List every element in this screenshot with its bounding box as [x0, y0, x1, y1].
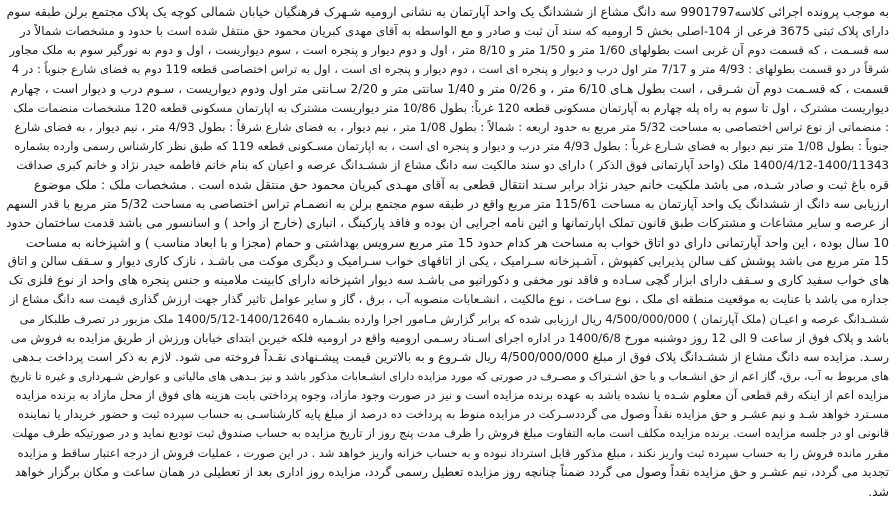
notice-line: دارای پلاک ثبتی 3675 فرعی از 104-اصلی بخش 5 ارومیه که سند آن ثبت و صادر و مع الواسطه به آقای مهدی کبریان محمود حق منتقل شده است با حدود و مشخصات شمالاً در	[19, 24, 889, 39]
notice-line: شد.	[868, 483, 889, 499]
notice-line: قانونی او در جلسه مزایده است. برنده مزایده مکلف است مابه التفاوت مبلغ فروش را ظرف مدت پنج روز از تاریخ مزایده به حساب صندوق ثبت تودیع نماید و در صورتیکه ظرف مهلت	[12, 426, 889, 441]
notice-line: های مربوط به آب، برق، گاز اعم از حق انشـعاب و یا حق اشـتراک و مصـرف در صورتی که مورد مزایده دارای انشـعابات مذکور باشد و نیز بـدهی های مالیاتی و عوارض شـهرداری و غیره تا تاریخ	[9, 369, 889, 383]
notice-line: تجدید می گردد، نیم عشـر و حق مزایده نقداً وصول می گردد ضمناً چنانچه روز مزایده تعطیل رسمی گردد، مزایده روز اداری بعد از تعطیلی در همان ساعت و مکان برگزار خواهد	[14, 464, 889, 479]
notice-line: شرقاً در دو قسمت بطولهای : 4/93 متر و 7/17 متر اول درب و دیوار و پنجره ای است ، دوم دیوار و پنجره ای است ، اول به تراس اختصاصی قطعه 119 دوم به فضای شارع جنوباً : در 4	[11, 62, 889, 77]
notice-line: مزایده اعم از اینکه رقم قطعی آن معلوم شـده یا نشده باشد به عهده برنده مزایده است و نیز در صورت وجود مازاد، وجوه پرداختی بابت هزینه های فوق از محل مازاد به برنده مزایده	[15, 388, 889, 403]
notice-line: ششـدانگ عرصه و اعیـان (ملک آپارتمان ) 4/500/000/000 ریال ارزیابی شده که برابر گزارش مـامور اجرا وارده بشـماره 1400/12640-1400/5/12 ملک مزبور در تصرف طلبکار می	[19, 311, 889, 326]
notice-line: به موجب پرونده اجرائی کلاسه9901797 سه دانگ مشاع از ششدانگ یک واحد آپارتمان به نشانی ارومیه شـهرک فرهنگیان خیابان شمالی کوچه یک پلاک مجتمع برلن طبقه سوم	[6, 5, 889, 19]
notice-line: باشد و پلاک فوق از ساعت 9 الی 12 روز دوشنبه مورخ 1400/6/8 در اداره اجرای اسـناد رسـمی ارومیه واقع در ارومیه فلکه خیرین ابتدای خیابان ورزش از طریق مزایده به فروش می	[10, 330, 889, 345]
notice-line: از عرصه و سایر مشاعات و مشترکات طبق قانون تملک اپارتمانها و ائین نامه اجرایی ان بوده و فاقد پارکینگ ، انباری (خارج از واحد ) و اسانسور می باشد قدمت ساختمان حدود	[6, 215, 889, 230]
notice-line: : منضماتی از نوع تراس اختصاصی به مساحت 5/32 متر مربع به حدود اربعه : شمالاً : بطول 1/08 متر ، نیم دیوار ، به فضای شارع شرقاً : بطول 4/93 متر ، نیم دیوار ، به فضای شارع	[14, 119, 889, 134]
notice-line: جداره می باشد با عنایت به موقعیت منطقه ای ملک ، نوع سـاخت ، نوع مالکیت ، انشـعابات منصوبه آب ، برق ، گاز و سایر عوامل تاثیر گذار جهت ارزش گذاری قیمت سه دانگ مشاع از	[9, 292, 889, 307]
notice-line: ارزیابی سه دانگ از ششدانگ یک واحد آپارتمان به مساحت 115/61 متر مربع واقع در طبقه سوم مجتمع برلن به انضمـام تراس اختصاصی به مساحت 5/32 متر مربع با قدر السهم	[6, 196, 889, 211]
notice-line: سه قسـمت ، که قسمت دوم آن غربی است بطولهای 1/60 متر و 1/50 متر و 8/10 متر ، اول و دوم دیوار و پنجره است ، سوم دیواریست ، اول و دوم به نورگیر سوم به ملک مجاور	[9, 43, 889, 58]
notice-line: جنوباً : بطول 1/08 متر نیم دیوار به فضای شـارع غرباً : بطول 4/93 متر درب و دیوار و پنجره ای است ، به اپارتمان مسـکونی قطعه 119 که طبق نظر کارشناس رسمی وارده بشماره	[14, 139, 889, 154]
notice-line: مسـترد خواهد شـد و نیم عشـر و حق مزایده نقداً وصول می گرددسـرکت در مزایده منوط به پرداخت ده درصد از مبلغ پایه کارشناسـی به حساب سپرده ثبت و حضور خریدار یا نماینده	[17, 407, 889, 422]
notice-line: مقرر مانده فروش را به حساب سپرده ثبت واریز نکند ، مبلغ مذکور قابل استرداد نبوده و به حساب خزانه واریز خواهد شد . در این صورت ، عملیات فروش از درجه اعتبار ساقط و مزایده	[17, 445, 889, 460]
notice-line: 15 متر مربع می باشد پوشش کف سالن پذیرایی کفپوش ، آشـپزخانه سـرامیک ، یکی از اتاقهای خواب سـرامیک و دیگری موکت می باشـد ، نازک کاری دیوار و سـقف سالن و اتاق	[7, 254, 889, 269]
notice-line: 10 سال بوده ، این واحد آپارتمانی دارای دو اتاق خواب به مساحت هر کدام حدود 15 متر مربع سرویس بهداشتی و حمام (مجزا و با ابعاد مناسب ) و اشپزخانه به مساحت	[25, 234, 889, 250]
notice-line: 1400/4/12-1400/11343 ملک (واحد آپارتمانی فوق الذکر ) دارای دو سند مالکیت سه دانگ مشاع از ششـدانگ عرصه و اعیان که بنام خانم فاطمه حیدر نژاد و خانم کبری صداقت	[16, 158, 889, 173]
notice-line: دیواریست مشترک ، اول تا سوم به راه پله چهارم به آپارتمان مسکونی قطعه 120 غرباً: بطول 10/86 متر دیواریست مشترک به اپارتمان مسکونی قطعه 120 مشخصات منضمات ملک	[13, 100, 889, 115]
notice-line: قره باغ ثبت و صادر شـده، می باشد ملکیت خانم حیدر نژاد برابر سـند انتقال قطعی به آقای مهـدی کبریان محمود حق منتقل شده است . مشخصات ملک : ملک موضوع	[33, 177, 889, 193]
notice-line: قسمت ، که قسـمت دوم آن شـرقی ، است بطول هـای 6/10 متر ، و 0/26 متر و 1/40 سانتی متر و 2/20 سـانتی متر اول ودوم دیواریست ، سـوم درب و دیوار است ، چهارم	[10, 81, 889, 96]
auction-notice-text	[6, 3, 889, 501]
notice-line: های خواب سفید کاری و سـقف دارای ابزار گچی سـاده و فاقد نور مخفی و دکوراتیو می باشـد سه دیوار اشپزخانه دارای کابینت ملامینه و جنس پنجره های واحد از نوع فلزی تک	[8, 273, 889, 288]
notice-line: رسـد. مزایده سه دانگ مشاع از ششـدانگ پلاک فوق از مبلغ 4/500/000/000 ریال شـروع و به بالاترین قیمت پیشـنهادی نقـداً فروخته می شود. لازم به ذکر است پرداخت بـدهی	[12, 349, 889, 364]
